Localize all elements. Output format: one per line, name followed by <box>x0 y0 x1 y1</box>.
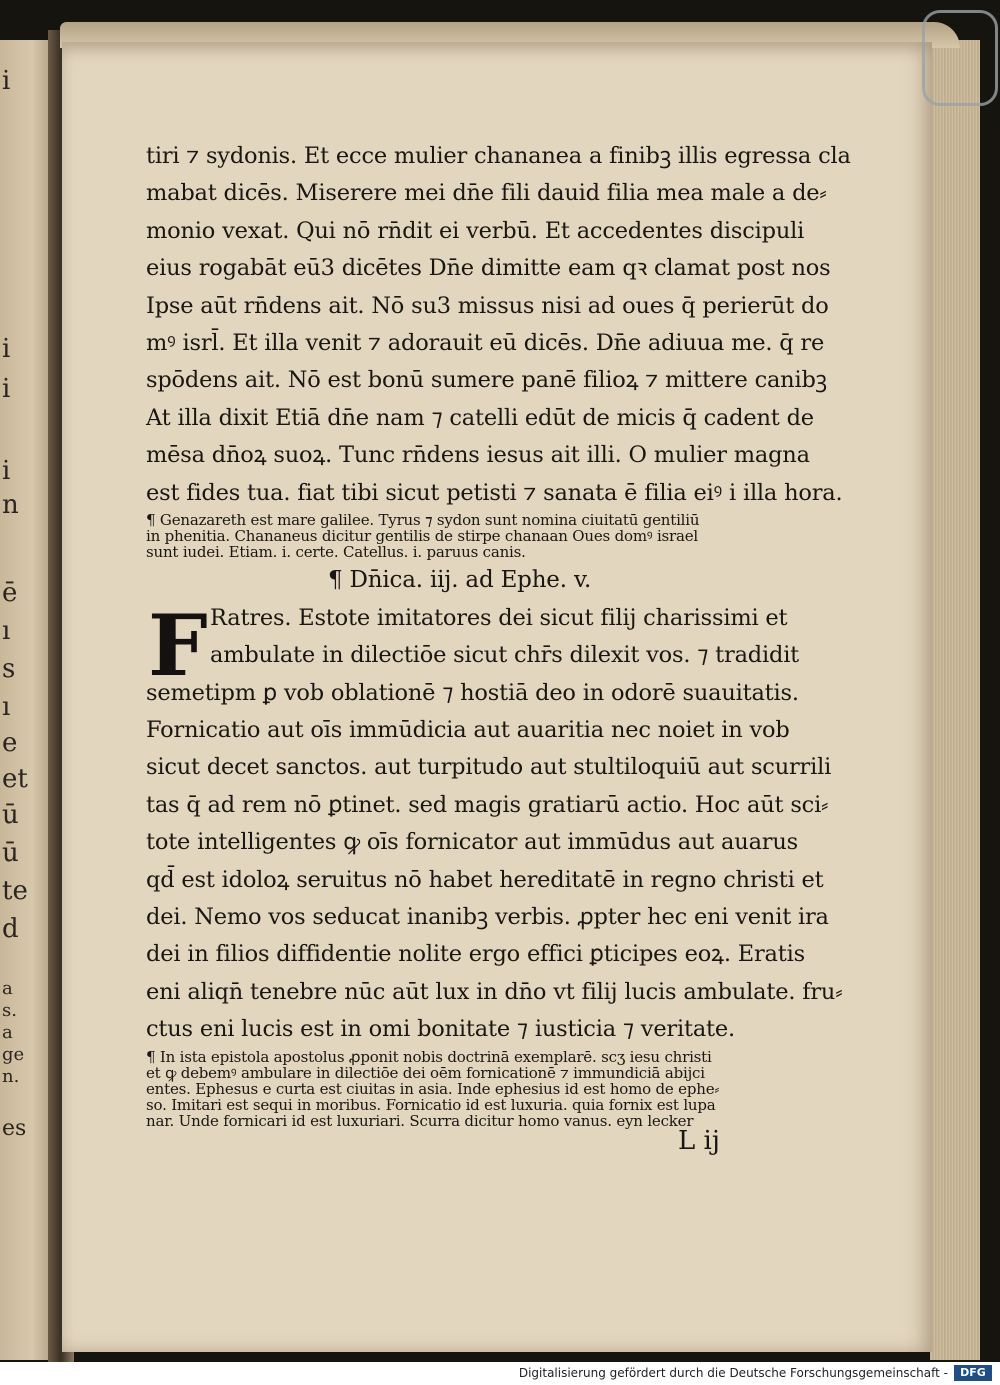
margin-fragment: ı <box>2 692 11 722</box>
margin-fragment: s. <box>2 1000 17 1021</box>
margin-fragment: ū <box>2 800 19 830</box>
funding-credit: Digitalisierung gefördert durch die Deutsche Forschungsgemeinschaft - <box>518 1366 948 1380</box>
margin-fragment: ē <box>2 578 18 608</box>
margin-fragment: te <box>2 876 28 906</box>
margin-fragment: i <box>2 374 11 404</box>
text-line: mabat dicēs. Miserere mei dn̄e fili dauid filia mea male a de⸗ <box>146 180 827 207</box>
dfg-logo: DFG <box>954 1365 992 1381</box>
margin-fragment: i <box>2 334 11 364</box>
margin-fragment: et <box>2 764 28 794</box>
gloss-line: in phenitia. Chananeus dicitur gentilis de stirpe chanaan Oues domꝰ israel <box>146 526 699 545</box>
epistle <box>146 595 843 1049</box>
gloss-line: sunt iudei. Etiam. i. certe. Catellus. i. paruus canis. <box>146 542 526 561</box>
page-clip <box>922 10 998 106</box>
gloss-line: et ꝙ debemꝰ ambulare in dilectiōe dei oēm fornicationē ⁊ immundiciā abijci <box>146 1063 705 1082</box>
text-line: Ratres. Estote imitatores dei sicut filij charissimi et <box>210 604 788 631</box>
text-line: dei. Nemo vos seducat inanibꝫ verbis. ꝓpter hec eni venit ira <box>146 904 829 931</box>
margin-fragment: i <box>2 456 11 486</box>
drop-initial: F <box>148 595 208 695</box>
text-line: mēsa dn̄oꝝ suoꝝ. Tunc rn̄dens iesus ait illi. O mulier magna <box>146 442 810 469</box>
gloss-line: entes. Ephesus e curta est ciuitas in asia. Inde ephesius id est homo de ephe⸗ <box>146 1079 720 1098</box>
margin-fragment: e <box>2 728 18 758</box>
margin-fragment: ge <box>2 1044 25 1065</box>
margin-fragment: a <box>2 1022 13 1043</box>
text-line: sicut decet sanctos. aut turpitudo aut stultiloquiū aut scurrili <box>146 754 832 781</box>
text-line: eni aliqn̄ tenebre nūc aūt lux in dn̄o vt filij lucis ambulate. fru⸗ <box>146 978 843 1005</box>
text-line: At illa dixit Etiā dn̄e nam ⁊ catelli edūt de micis q̄ cadent de <box>146 404 814 431</box>
gloss-line: ¶ In ista epistola apostolus ꝓponit nobis doctrinā exemplarē. scʒ iesu christi <box>146 1047 712 1066</box>
text-line: ambulate in dilectiōe sicut chr̄s dilexit vos. ⁊ tradidit <box>210 642 800 669</box>
margin-fragment: ı <box>2 616 11 646</box>
text-line: Fornicatio aut oīs immūdicia aut auaritia nec noiet in vob <box>146 717 790 744</box>
margin-fragment: i <box>2 66 11 96</box>
gloss-line: ¶ Genazareth est mare galilee. Tyrus ⁊ sydon sunt nomina ciuitatū gentiliū <box>146 510 700 529</box>
gloss-line: nar. Unde fornicari id est luxuriari. Scurra dicitur homo vanus. eyn lecker <box>146 1111 694 1130</box>
section-heading: ¶ Dn̄ica. iij. ad Ephe. v. <box>328 566 592 593</box>
text-line: Ipse aūt rn̄dens ait. Nō su3 missus nisi ad oues q̄ perierūt do <box>146 292 829 319</box>
text-line: ctus eni lucis est in omi bonitate ⁊ iusticia ⁊ veritate. <box>146 1016 735 1043</box>
page-text <box>146 138 851 1130</box>
text-line: monio vexat. Qui nō rn̄dit ei verbū. Et accedentes discipuli <box>146 217 805 244</box>
footer-bar <box>0 1362 1000 1385</box>
text-line: qd̄ est idoloꝝ seruitus nō habet hereditatē in regno christi et <box>146 866 824 893</box>
text-line: est fides tua. fiat tibi sicut petisti ⁊ sanata ē filia eiꝰ i illa hora. <box>146 479 843 506</box>
margin-fragment: n <box>2 490 19 520</box>
text-line: eius rogabāt eū3 dicētes Dn̄e dimitte eam qꝛ clamat post nos <box>146 255 831 282</box>
text-line: tas q̄ ad rem nō ꝑtinet. sed magis gratiarū actio. Hoc aūt sci⸗ <box>146 791 829 818</box>
margin-fragment: d <box>2 914 19 944</box>
signature-mark: L ij <box>678 1126 720 1156</box>
page-fore-edge <box>930 40 980 1360</box>
text-line: spōdens ait. Nō est bonū sumere panē filioꝝ ⁊ mittere canibꝫ <box>146 367 827 394</box>
gloss-line: so. Imitari est sequi in moribus. Fornicatio id est luxuria. quia fornix est lupa <box>146 1095 716 1114</box>
margin-fragment: es <box>2 1116 27 1141</box>
text-line: semetipm ꝑ vob oblationē ⁊ hostiā deo in odorē suauitatis. <box>146 679 799 706</box>
text-line: tiri ⁊ sydonis. Et ecce mulier chananea a finibꝫ illis egressa cla <box>146 143 851 169</box>
margin-fragment: a <box>2 978 13 999</box>
margin-fragment: n. <box>2 1066 20 1087</box>
text-line: mꝰ isrl̄. Et illa venit ⁊ adorauit eū dicēs. Dn̄e adiuua me. q̄ re <box>146 329 825 356</box>
text-line: tote intelligentes ꝙ oīs fornicator aut immūdus aut auarus <box>146 829 798 856</box>
text-line: dei in filios diffidentie nolite ergo effici ꝑticipes eoꝝ. Eratis <box>146 941 805 968</box>
margin-fragment: ū <box>2 838 19 868</box>
margin-fragment: s <box>2 654 16 684</box>
